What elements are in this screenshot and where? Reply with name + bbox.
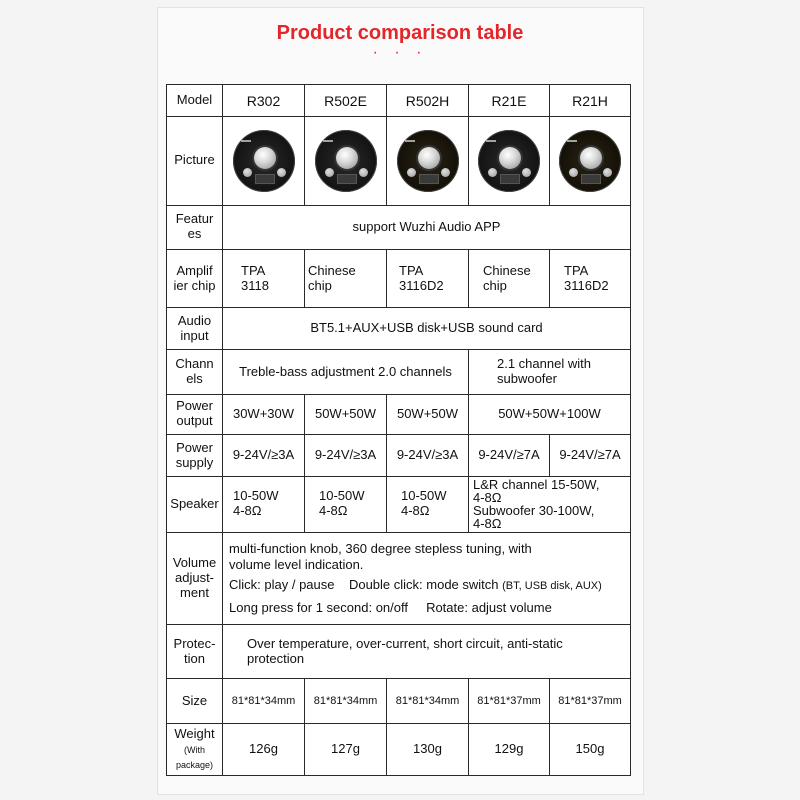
speaker-value: 10-50W 4-8Ω <box>223 477 305 532</box>
row-channels <box>167 350 631 394</box>
audio-input-value: BT5.1+AUX+USB disk+USB sound card <box>223 308 631 350</box>
volume-click-actions: Click: play / pause Double click: mode switch (BT, USB disk, AUX) <box>229 577 602 593</box>
weight-value: 130g <box>387 723 469 775</box>
board-picture <box>550 117 631 206</box>
power-output-value: 30W+30W <box>223 394 305 434</box>
model-header: R502E <box>305 85 387 117</box>
row-label-speaker: Speaker <box>167 477 223 532</box>
row-protection <box>167 625 631 679</box>
power-supply-value: 9-24V/≥3A <box>223 434 305 476</box>
amplifier-board-image <box>315 130 377 192</box>
row-features <box>167 205 631 249</box>
row-audio-input <box>167 308 631 350</box>
channels-value-2-1: 2.1 channel with subwoofer <box>469 350 631 394</box>
row-label-model: Model <box>167 85 223 117</box>
volume-knob-description: multi-function knob, 360 degree stepless tuning, with volume level indication. <box>229 540 532 572</box>
amplifier-chip-value: Chinese chip <box>305 249 387 307</box>
amplifier-board-image <box>478 130 540 192</box>
weight-value: 129g <box>469 723 550 775</box>
weight-value: 150g <box>550 723 631 775</box>
features-value: support Wuzhi Audio APP <box>223 205 631 249</box>
power-supply-value: 9-24V/≥3A <box>387 434 469 476</box>
volume-press-actions: Long press for 1 second: on/off Rotate: adjust volume <box>229 599 552 615</box>
speaker-value-2-1: L&R channel 15-50W, 4-8Ω Subwoofer 30-100W, 4-8Ω <box>469 477 631 532</box>
row-label-audio-input: Audio input <box>167 308 223 350</box>
amplifier-chip-value: Chinese chip <box>469 249 550 307</box>
channels-value-2-0: Treble-bass adjustment 2.0 channels <box>223 350 469 394</box>
row-size <box>167 679 631 723</box>
row-weight <box>167 723 631 775</box>
power-output-value: 50W+50W <box>305 394 387 434</box>
row-power-output <box>167 394 631 434</box>
row-label-channels: Chann els <box>167 350 223 394</box>
row-volume-adjustment <box>167 532 631 625</box>
row-label-weight: Weight (With package) <box>167 723 223 775</box>
speaker-value: 10-50W 4-8Ω <box>305 477 387 532</box>
row-label-power-supply: Power supply <box>167 434 223 476</box>
row-label-volume-adjustment: Volume adjust- ment <box>167 532 223 625</box>
title-dots: · · · <box>372 44 428 61</box>
page-title: Product comparison table <box>276 22 524 44</box>
weight-value: 127g <box>305 723 387 775</box>
size-value: 81*81*34mm <box>305 679 387 723</box>
board-picture <box>305 117 387 206</box>
model-header: R21E <box>469 85 550 117</box>
row-picture <box>167 117 631 206</box>
size-value: 81*81*37mm <box>469 679 550 723</box>
amplifier-board-image <box>233 130 295 192</box>
model-header: R21H <box>550 85 631 117</box>
power-supply-value: 9-24V/≥3A <box>305 434 387 476</box>
board-picture <box>469 117 550 206</box>
amplifier-chip-value: TPA 3116D2 <box>387 249 469 307</box>
comparison-table <box>166 84 631 776</box>
row-amplifier-chip <box>167 249 631 307</box>
board-picture <box>387 117 469 206</box>
row-label-size: Size <box>167 679 223 723</box>
model-header: R502H <box>387 85 469 117</box>
speaker-value: 10-50W 4-8Ω <box>387 477 469 532</box>
amplifier-board-image <box>397 130 459 192</box>
row-power-supply <box>167 434 631 476</box>
power-supply-value: 9-24V/≥7A <box>469 434 550 476</box>
row-label-picture: Picture <box>167 117 223 206</box>
amplifier-board-image <box>559 130 621 192</box>
size-value: 81*81*34mm <box>387 679 469 723</box>
model-header: R302 <box>223 85 305 117</box>
size-value: 81*81*34mm <box>223 679 305 723</box>
protection-value: Over temperature, over-current, short circuit, anti-static protection <box>223 625 631 679</box>
row-label-power-output: Power output <box>167 394 223 434</box>
amplifier-chip-value: TPA 3118 <box>223 249 305 307</box>
amplifier-chip-value: TPA 3116D2 <box>550 249 631 307</box>
row-label-protection: Protec- tion <box>167 625 223 679</box>
power-output-value: 50W+50W <box>387 394 469 434</box>
weight-value: 126g <box>223 723 305 775</box>
row-model <box>167 85 631 117</box>
size-value: 81*81*37mm <box>550 679 631 723</box>
board-picture <box>223 117 305 206</box>
volume-adjustment-value <box>223 532 631 625</box>
row-label-features: Featur es <box>167 205 223 249</box>
row-label-amplifier-chip: Amplif ier chip <box>167 249 223 307</box>
row-speaker <box>167 477 631 532</box>
power-output-value: 50W+50W+100W <box>469 394 631 434</box>
power-supply-value: 9-24V/≥7A <box>550 434 631 476</box>
